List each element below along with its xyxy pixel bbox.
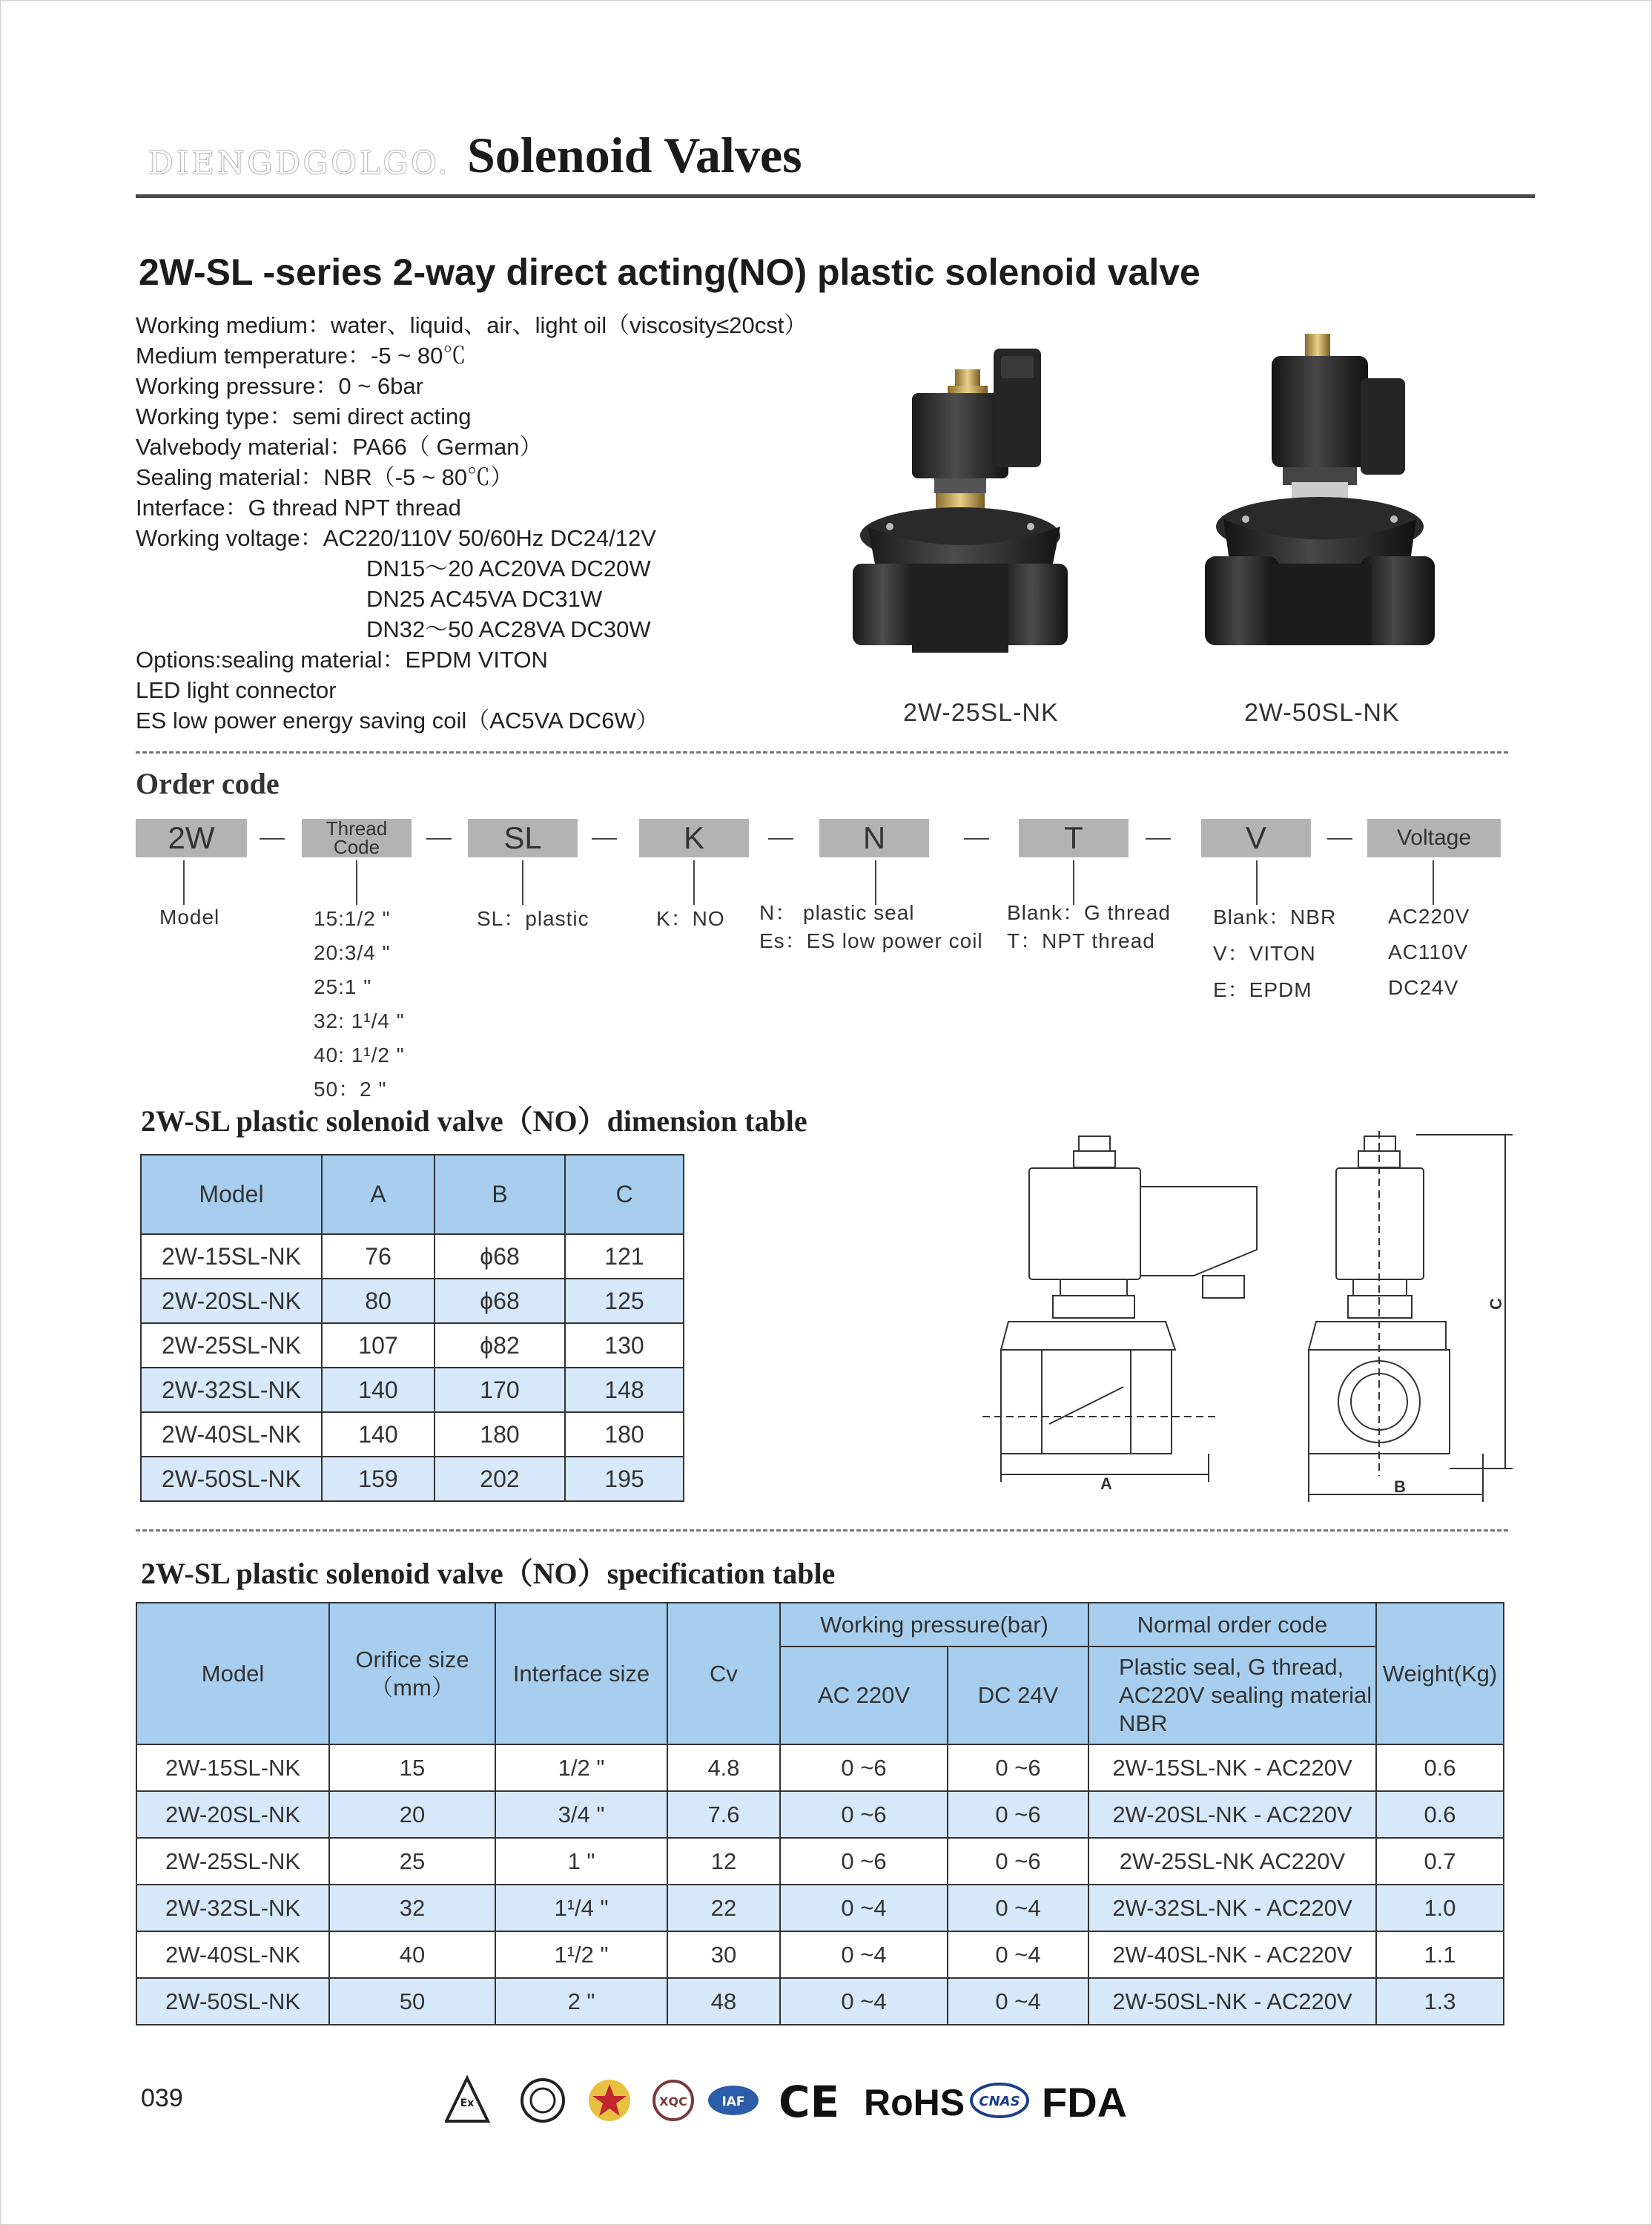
- table-cell: 121: [565, 1234, 684, 1279]
- order-option-list-thread: [314, 902, 405, 1107]
- order-code-stem: [356, 860, 357, 905]
- drawing-label-c: C: [1486, 1298, 1505, 1310]
- order-code-thread-type-box: T: [1019, 819, 1129, 857]
- table-cell: 0 ~6: [780, 1838, 948, 1885]
- table-cell: ϕ68: [435, 1279, 565, 1323]
- order-option: Blank：G thread: [1007, 901, 1171, 924]
- spec-line: DN25 AC45VA DC31W: [366, 586, 603, 612]
- table-cell: 22: [667, 1885, 780, 1931]
- table-cell: 0 ~4: [948, 1978, 1088, 2025]
- table-row: [141, 1323, 684, 1368]
- order-option: T：NPT thread: [1007, 929, 1155, 952]
- table-row: [141, 1368, 684, 1412]
- table-cell: 1.3: [1376, 1978, 1504, 2025]
- table-cell: 0.7: [1376, 1838, 1504, 1885]
- table-cell: 125: [565, 1279, 684, 1323]
- table-cell: 195: [565, 1457, 684, 1501]
- order-option: E：EPDM: [1213, 978, 1312, 1001]
- order-code-title: Order code: [136, 767, 280, 800]
- table-row: [136, 1931, 1504, 1978]
- order-code-sealing-box: V: [1201, 819, 1311, 857]
- table-cell: ϕ82: [435, 1323, 565, 1368]
- table-cell: 40: [329, 1931, 495, 1978]
- table-cell: 2W-50SL-NK - AC220V: [1088, 1978, 1376, 2025]
- table-cell: 2W-20SL-NK - AC220V: [1088, 1791, 1376, 1838]
- order-option: AC220V: [1388, 905, 1470, 928]
- table-cell: 2 ": [495, 1978, 667, 2025]
- table-cell: 2W-20SL-NK: [141, 1279, 322, 1323]
- thread-box-line: Code: [333, 836, 380, 858]
- order-code-dash: [1327, 838, 1352, 840]
- table-cell: 48: [667, 1978, 780, 2025]
- brand-wordmark: DIENGDGOLGO.: [148, 145, 451, 181]
- table-cell: 1.0: [1376, 1885, 1504, 1931]
- table-cell: 0 ~4: [780, 1931, 948, 1978]
- order-option-list-voltage: [1388, 899, 1470, 1006]
- order-code-dash: [964, 838, 989, 840]
- fda-mark: FDA: [1042, 2079, 1128, 2126]
- spec-line: ES low power energy saving coil（AC5VA DC6W）: [136, 708, 659, 734]
- table-cell: 170: [435, 1368, 565, 1412]
- table-cell: 0 ~4: [780, 1978, 948, 2025]
- spec-line: LED light connector: [136, 677, 337, 703]
- table-cell: 15: [329, 1744, 495, 1791]
- spec-line: Options:sealing material：EPDM VITON: [136, 647, 548, 673]
- valve-photo-50sl: [1194, 334, 1476, 660]
- table-cell: 2W-32SL-NK: [141, 1368, 322, 1412]
- column-header: DC 24V: [948, 1646, 1088, 1744]
- order-code-stem: [522, 860, 523, 905]
- table-cell: 2W-32SL-NK - AC220V: [1088, 1885, 1376, 1931]
- column-header: B: [435, 1155, 565, 1234]
- spec-line: Working voltage：AC220/110V 50/60Hz DC24/12V: [136, 525, 656, 551]
- valve-photo-25sl: [845, 341, 1097, 668]
- order-code-thread-box: [302, 819, 412, 857]
- order-option-list-thread-type: [1007, 899, 1171, 955]
- spec-list: [136, 310, 936, 736]
- table-cell: 0 ~6: [948, 1838, 1088, 1885]
- page-header-title: Solenoid Valves: [467, 127, 802, 183]
- table-cell: 2W-25SL-NK: [136, 1838, 329, 1885]
- table-cell: 140: [322, 1412, 435, 1457]
- spec-line: Valvebody material：PA66（ German）: [136, 434, 543, 460]
- table-cell: 2W-50SL-NK: [141, 1457, 322, 1501]
- table-row: [141, 1412, 684, 1457]
- table-cell: ϕ68: [435, 1234, 565, 1279]
- order-code-dash: [426, 838, 452, 840]
- spec-line: Working medium：water、liquid、air、light oil（viscosity≤20cst）: [136, 312, 807, 338]
- table-cell: 148: [565, 1368, 684, 1412]
- table-row: [136, 1791, 1504, 1838]
- table-row: [136, 1885, 1504, 1931]
- order-code-type-box: K: [639, 819, 749, 857]
- order-code-dash: [1146, 838, 1171, 840]
- table-cell: 76: [322, 1234, 435, 1279]
- order-code-model-box: 2W: [136, 819, 247, 857]
- spec-table: [136, 1602, 1504, 2025]
- column-header: Weight(Kg): [1376, 1603, 1504, 1744]
- order-option: AC110V: [1388, 940, 1469, 963]
- table-cell: 0 ~4: [948, 1885, 1088, 1931]
- cnas-logo: [971, 2084, 1028, 2117]
- table-cell: 7.6: [667, 1791, 780, 1838]
- table-row: [136, 1744, 1504, 1791]
- order-code-stem: [183, 860, 185, 905]
- table-cell: 2W-40SL-NK: [141, 1412, 322, 1457]
- dimension-table-title: 2W-SL plastic solenoid valve（NO）dimension table: [141, 1104, 807, 1138]
- table-cell: 0.6: [1376, 1791, 1504, 1838]
- column-header: Normal order code: [1088, 1603, 1376, 1646]
- table-cell: 80: [322, 1279, 435, 1323]
- column-header: A: [322, 1155, 435, 1234]
- table-cell: 140: [322, 1368, 435, 1412]
- order-code-stem: [1256, 860, 1258, 905]
- dimension-table: [140, 1154, 684, 1502]
- drawing-label-b: B: [1394, 1477, 1406, 1496]
- table-cell: 30: [667, 1931, 780, 1978]
- order-option: N： plastic seal: [759, 901, 915, 924]
- order-option: V：VITON: [1213, 942, 1316, 965]
- table-cell: 2W-40SL-NK - AC220V: [1088, 1931, 1376, 1978]
- order-code-seal-box: N: [819, 819, 929, 857]
- table-row: [141, 1234, 684, 1279]
- table-row: [136, 1838, 1504, 1885]
- column-header: Cv: [667, 1603, 780, 1744]
- table-row: [136, 1978, 1504, 2025]
- order-option: DC24V: [1388, 976, 1459, 999]
- dimension-drawing: [971, 1127, 1520, 1506]
- table-cell: 1.1: [1376, 1931, 1504, 1978]
- star-mark-logo: [589, 2080, 630, 2121]
- table-cell: 159: [322, 1457, 435, 1501]
- spec-line: DN15～20 AC20VA DC20W: [366, 556, 651, 581]
- xqc-logo: [654, 2081, 693, 2120]
- table-cell: 1 ": [495, 1838, 667, 1885]
- table-cell: 50: [329, 1978, 495, 2025]
- table-cell: 0 ~6: [948, 1744, 1088, 1791]
- table-cell: 2W-15SL-NK: [141, 1234, 322, 1279]
- table-cell: 2W-20SL-NK: [136, 1791, 329, 1838]
- svg-text:IAF: IAF: [721, 2094, 745, 2109]
- table-cell: 12: [667, 1838, 780, 1885]
- order-option-list-seal: [759, 899, 983, 955]
- table-cell: 2W-40SL-NK: [136, 1931, 329, 1978]
- table-cell: 2W-15SL-NK - AC220V: [1088, 1744, 1376, 1791]
- table-cell: 2W-25SL-NK AC220V: [1088, 1838, 1376, 1885]
- table-row: [141, 1279, 684, 1323]
- table-cell: 1¹/2 ": [495, 1931, 667, 1978]
- svg-text:CNAS: CNAS: [979, 2094, 1020, 2109]
- order-option: 25:1 ": [314, 975, 372, 998]
- table-cell: 130: [565, 1323, 684, 1368]
- table-cell: 0 ~4: [780, 1885, 948, 1931]
- table-cell: 32: [329, 1885, 495, 1931]
- order-option: 20:3/4 ": [314, 941, 391, 964]
- column-header: Working pressure(bar): [780, 1603, 1088, 1646]
- order-option: 40: 1¹/2 ": [314, 1044, 405, 1067]
- photo-caption: 2W-25SL-NK: [903, 699, 1059, 727]
- order-option: 32: 1¹/4 ": [314, 1009, 405, 1032]
- table-cell: 2W-32SL-NK: [136, 1885, 329, 1931]
- drawing-label-a: A: [1100, 1474, 1112, 1493]
- order-code-stem: [693, 860, 695, 905]
- photo-caption: 2W-50SL-NK: [1244, 699, 1400, 727]
- table-cell: 202: [435, 1457, 565, 1501]
- table-cell: 25: [329, 1838, 495, 1885]
- order-code-stem: [1073, 860, 1074, 905]
- table-cell: 0 ~4: [948, 1931, 1088, 1978]
- order-option-list-sealing: [1213, 899, 1336, 1008]
- spec-line: DN32～50 AC28VA DC30W: [366, 616, 651, 642]
- column-header: Orifice size （mm）: [329, 1603, 495, 1744]
- table-cell: 1/2 ": [495, 1744, 667, 1791]
- table-cell: 2W-15SL-NK: [136, 1744, 329, 1791]
- order-option: Blank：NBR: [1213, 906, 1337, 929]
- table-cell: 107: [322, 1323, 435, 1368]
- table-cell: 4.8: [667, 1744, 780, 1791]
- table-cell: 2W-25SL-NK: [141, 1323, 322, 1368]
- table-cell: 2W-50SL-NK: [136, 1978, 329, 2025]
- column-header: C: [565, 1155, 684, 1234]
- table-cell: 180: [565, 1412, 684, 1457]
- ex-nepsi-logo: [446, 2078, 488, 2121]
- order-code-stem: [1433, 860, 1434, 905]
- column-header: AC 220V: [780, 1646, 948, 1744]
- ccc-logo: [522, 2080, 564, 2121]
- order-code-stem: [875, 860, 876, 905]
- table-cell: 20: [329, 1791, 495, 1838]
- order-option: 50：2 ": [314, 1078, 387, 1101]
- svg-text:XQC: XQC: [659, 2094, 687, 2109]
- section-divider: [136, 751, 1508, 754]
- column-header: Model: [136, 1603, 329, 1744]
- spec-line: Sealing material：NBR（-5 ~ 80℃）: [136, 464, 514, 490]
- thread-box-line: Thread: [326, 817, 388, 840]
- table-cell: 3/4 ": [495, 1791, 667, 1838]
- iaf-logo: [708, 2086, 759, 2115]
- order-code-dash: [592, 838, 617, 840]
- table-cell: 180: [435, 1412, 565, 1457]
- table-cell: 0.6: [1376, 1744, 1504, 1791]
- rohs-mark: RoHS: [864, 2082, 965, 2123]
- order-option: 15:1/2 ": [314, 907, 391, 930]
- order-option: SL：plastic: [477, 907, 589, 930]
- section-divider: [136, 1529, 1508, 1532]
- table-cell: 1¹/4 ": [495, 1885, 667, 1931]
- table-row: [141, 1457, 684, 1501]
- column-header: Plastic seal, G thread, AC220V sealing material NBR: [1088, 1646, 1376, 1744]
- ce-mark: CE: [779, 2077, 840, 2127]
- column-header: Interface size: [495, 1603, 667, 1744]
- spec-line: Medium temperature：-5 ~ 80℃: [136, 343, 466, 369]
- spec-table-title: 2W-SL plastic solenoid valve（NO）specification table: [141, 1557, 836, 1590]
- order-code-dash: [260, 838, 285, 840]
- certification-logos: [445, 2075, 1172, 2127]
- spec-line: Interface：G thread NPT thread: [136, 495, 461, 521]
- table-cell: 0 ~6: [780, 1744, 948, 1791]
- order-option: Es：ES low power coil: [759, 929, 983, 952]
- order-option: K：NO: [656, 907, 725, 930]
- table-cell: 0 ~6: [780, 1791, 948, 1838]
- table-cell: 0 ~6: [948, 1791, 1088, 1838]
- series-title: 2W-SL -series 2-way direct acting(NO) plastic solenoid valve: [139, 251, 1200, 293]
- order-code-dash: [768, 838, 793, 840]
- header-rule: [136, 194, 1535, 198]
- order-code-voltage-box: Voltage: [1367, 819, 1501, 857]
- order-code-material-box: SL: [468, 819, 578, 857]
- svg-text:Ex: Ex: [460, 2097, 475, 2109]
- spec-line: Working type：semi direct acting: [136, 403, 472, 429]
- page-number: 039: [141, 2084, 183, 2112]
- spec-line: Working pressure：0 ~ 6bar: [136, 373, 423, 399]
- column-header: Model: [141, 1155, 322, 1234]
- order-option: Model: [159, 906, 220, 929]
